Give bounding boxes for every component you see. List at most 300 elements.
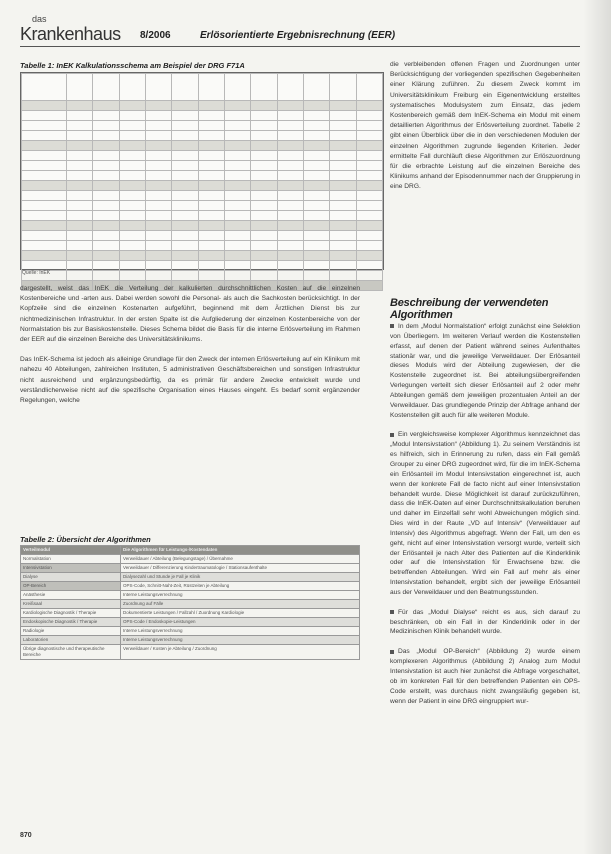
table-cell bbox=[22, 261, 67, 271]
table-cell bbox=[67, 271, 93, 281]
table-cell bbox=[145, 171, 171, 181]
bullet-icon bbox=[390, 610, 394, 614]
table-cell bbox=[93, 231, 119, 241]
table-cell bbox=[93, 111, 119, 121]
table-cell bbox=[22, 221, 67, 231]
table-cell bbox=[356, 141, 382, 151]
table-cell bbox=[198, 201, 224, 211]
table-cell bbox=[145, 121, 171, 131]
table-cell bbox=[224, 141, 250, 151]
table-cell bbox=[22, 171, 67, 181]
table-cell bbox=[303, 101, 329, 111]
table-cell bbox=[22, 111, 67, 121]
table2-cell-key: Kardiologische Diagnostik / Therapie bbox=[21, 609, 121, 618]
right-paragraph-1: die verbleibenden offenen Fragen und Zuordnungen unter Berücksichtigung der vorliegenden spezifischen Gegebenheiten einer Klärung zuführen. Zu diesem Zweck kommt im Universitätsklinikum Freiburg ein Eigenentwicklung erstelltes systematisches Modulsystem zum Einsatz, das jedem Kostenbereich gemäß dem InEK-Schema ein Modul mit einem detaillierten Algorithmus der Erlösverteilung zuordnet. Tabelle 2 gibt einen Überblick über die in den verschiedenen Modulen der einzelnen Algorithmen zugrunde liegenden Kriterien. Jeder ermittelte Fall durchläuft diese Algorithmen zur Erlöszuordnung für die erbrachte Leistung auf die einzelnen Bereiche des Klinikums anhand der Episodennummer nach der Gruppierung in eine DRG. bbox=[390, 61, 580, 191]
table-cell bbox=[119, 121, 145, 131]
table-cell bbox=[145, 131, 171, 141]
table-cell bbox=[172, 251, 198, 261]
table-cell bbox=[93, 251, 119, 261]
table-row bbox=[22, 131, 383, 141]
table-cell bbox=[119, 201, 145, 211]
table-cell bbox=[330, 171, 356, 181]
logo-prefix: das bbox=[32, 14, 47, 24]
table-row bbox=[21, 555, 360, 564]
table-cell bbox=[198, 131, 224, 141]
table-row bbox=[22, 181, 383, 191]
table-cell bbox=[198, 171, 224, 181]
table2-cell-key: Radiologie bbox=[21, 627, 121, 636]
table-cell bbox=[198, 231, 224, 241]
table-cell bbox=[277, 221, 303, 231]
table-cell bbox=[145, 271, 171, 281]
table-cell bbox=[145, 101, 171, 111]
table-cell bbox=[356, 281, 382, 291]
table-cell bbox=[251, 201, 277, 211]
table-cell bbox=[172, 271, 198, 281]
table-cell bbox=[277, 261, 303, 271]
table-cell bbox=[22, 161, 67, 171]
table-cell bbox=[67, 251, 93, 261]
table-row bbox=[21, 591, 360, 600]
table-cell bbox=[93, 171, 119, 181]
table-cell bbox=[330, 191, 356, 201]
table-cell bbox=[277, 151, 303, 161]
table-cell bbox=[356, 201, 382, 211]
table2-cell-value: OPS-Code / Endoskopie-Leistungen bbox=[121, 618, 360, 627]
table-cell bbox=[277, 101, 303, 111]
table-cell bbox=[356, 101, 382, 111]
table-cell bbox=[303, 221, 329, 231]
table2-cell-key: Laboratorien bbox=[21, 636, 121, 645]
running-title: Erlösorientierte Ergebnisrechnung (EER) bbox=[200, 30, 396, 41]
table2-cell-key: Intensivstation bbox=[21, 564, 121, 573]
table-cell bbox=[251, 171, 277, 181]
table-cell bbox=[224, 181, 250, 191]
table-cell bbox=[93, 191, 119, 201]
table-cell bbox=[303, 171, 329, 181]
table-cell bbox=[93, 261, 119, 271]
table-cell bbox=[119, 261, 145, 271]
table-cell bbox=[93, 211, 119, 221]
page-shadow bbox=[583, 0, 611, 854]
table-cell bbox=[303, 131, 329, 141]
table-row bbox=[21, 618, 360, 627]
table2-cell-value: Verweildauer / Abteilung (Belegungstage) / Übernahme bbox=[121, 555, 360, 564]
table-cell bbox=[251, 151, 277, 161]
table-cell bbox=[303, 261, 329, 271]
table-row bbox=[21, 546, 360, 555]
table-cell bbox=[198, 261, 224, 271]
table-cell bbox=[330, 161, 356, 171]
table-row bbox=[21, 582, 360, 591]
table-cell bbox=[67, 261, 93, 271]
table-cell bbox=[251, 131, 277, 141]
table-cell bbox=[93, 74, 119, 101]
table-cell bbox=[172, 181, 198, 191]
table-row bbox=[22, 241, 383, 251]
table-cell bbox=[356, 211, 382, 221]
table-cell bbox=[277, 121, 303, 131]
page-number: 870 bbox=[20, 832, 32, 839]
table-cell bbox=[277, 201, 303, 211]
table-cell bbox=[22, 101, 67, 111]
table-cell bbox=[277, 251, 303, 261]
table-cell bbox=[145, 211, 171, 221]
table-cell bbox=[330, 211, 356, 221]
table-cell bbox=[119, 151, 145, 161]
table-cell bbox=[330, 141, 356, 151]
table-cell bbox=[93, 121, 119, 131]
table-cell bbox=[303, 161, 329, 171]
table-cell bbox=[172, 121, 198, 131]
table-cell bbox=[198, 221, 224, 231]
table-cell bbox=[251, 191, 277, 201]
table-cell bbox=[251, 261, 277, 271]
table-cell bbox=[172, 231, 198, 241]
table-row bbox=[22, 111, 383, 121]
table-cell bbox=[277, 131, 303, 141]
table-cell bbox=[303, 191, 329, 201]
table-cell bbox=[67, 181, 93, 191]
table-cell bbox=[22, 191, 67, 201]
table2-cell-key: Übrige diagnostische und therapeutische Bereiche bbox=[21, 645, 121, 660]
table-cell bbox=[277, 141, 303, 151]
table-row bbox=[21, 564, 360, 573]
table2-cell-value: Interne Leistungsverrechnung bbox=[121, 636, 360, 645]
table-cell bbox=[277, 111, 303, 121]
table-row bbox=[21, 627, 360, 636]
table-cell bbox=[224, 231, 250, 241]
table-cell bbox=[67, 231, 93, 241]
table2-algorithmen bbox=[20, 545, 360, 660]
table-cell bbox=[119, 111, 145, 121]
table-cell bbox=[119, 251, 145, 261]
table-cell bbox=[303, 111, 329, 121]
table-cell bbox=[93, 131, 119, 141]
table-row bbox=[21, 600, 360, 609]
table-cell bbox=[251, 221, 277, 231]
table-cell bbox=[224, 101, 250, 111]
table-cell bbox=[145, 74, 171, 101]
table-cell bbox=[224, 74, 250, 101]
table-cell bbox=[277, 171, 303, 181]
table-cell bbox=[93, 101, 119, 111]
table-cell bbox=[22, 181, 67, 191]
table-cell bbox=[330, 251, 356, 261]
table-cell bbox=[198, 101, 224, 111]
table-cell bbox=[198, 181, 224, 191]
table2-grid bbox=[20, 545, 360, 660]
table-cell bbox=[330, 201, 356, 211]
table2-cell-value: Verweildauer / Differenzierung Kindertraumatologie / Stationsaufenthalte bbox=[121, 564, 360, 573]
table-cell bbox=[172, 141, 198, 151]
table-cell bbox=[22, 211, 67, 221]
table-cell bbox=[172, 211, 198, 221]
table-cell bbox=[277, 231, 303, 241]
table-row bbox=[22, 271, 383, 281]
table-cell bbox=[198, 111, 224, 121]
table-cell bbox=[172, 241, 198, 251]
table-cell bbox=[67, 141, 93, 151]
table1-kalkulationsschema bbox=[20, 72, 384, 270]
table-cell bbox=[172, 161, 198, 171]
table-row bbox=[22, 261, 383, 271]
table-cell bbox=[224, 241, 250, 251]
table-cell bbox=[67, 111, 93, 121]
table-cell bbox=[198, 241, 224, 251]
table-cell bbox=[356, 231, 382, 241]
table-cell bbox=[145, 201, 171, 211]
table-cell bbox=[145, 221, 171, 231]
table-cell bbox=[22, 231, 67, 241]
table-cell bbox=[67, 241, 93, 251]
section-heading: Beschreibung der verwendeten Algorithmen bbox=[390, 297, 549, 321]
table-cell bbox=[67, 221, 93, 231]
table-cell bbox=[303, 231, 329, 241]
table-cell bbox=[119, 161, 145, 171]
table2-cell-value: Verweildauer / Kosten je Abteilung / Zuordnung bbox=[121, 645, 360, 660]
table-cell bbox=[251, 121, 277, 131]
table-cell bbox=[172, 131, 198, 141]
table-cell bbox=[251, 231, 277, 241]
table-cell bbox=[251, 251, 277, 261]
table-cell bbox=[251, 211, 277, 221]
table-cell bbox=[67, 201, 93, 211]
table1-caption: Tabelle 1: InEK Kalkulationsschema am Beispiel der DRG F71A bbox=[20, 61, 245, 70]
table2-cell-key: Kreißsaal bbox=[21, 600, 121, 609]
table-row bbox=[22, 231, 383, 241]
table-cell bbox=[330, 151, 356, 161]
table-cell bbox=[224, 221, 250, 231]
journal-logo: Krankenhaus bbox=[20, 24, 121, 44]
table-cell bbox=[93, 201, 119, 211]
table-row bbox=[21, 609, 360, 618]
table-cell bbox=[330, 221, 356, 231]
table-cell bbox=[22, 251, 67, 261]
table-cell bbox=[67, 74, 93, 101]
table-cell bbox=[251, 181, 277, 191]
table-cell bbox=[251, 111, 277, 121]
bullet-paragraph-2 bbox=[390, 430, 580, 597]
table2-cell-key: Normalstation bbox=[21, 555, 121, 564]
table-cell bbox=[303, 151, 329, 161]
right-column-bottom bbox=[390, 322, 580, 716]
table-cell bbox=[198, 271, 224, 281]
table-cell bbox=[224, 271, 250, 281]
table-cell bbox=[119, 221, 145, 231]
table-cell bbox=[145, 181, 171, 191]
table-cell bbox=[145, 111, 171, 121]
bullet-paragraph-4 bbox=[390, 647, 580, 706]
table-cell bbox=[330, 181, 356, 191]
table-cell bbox=[93, 181, 119, 191]
table-cell bbox=[67, 121, 93, 131]
table-cell bbox=[172, 171, 198, 181]
table-cell bbox=[67, 171, 93, 181]
table-row bbox=[22, 151, 383, 161]
table-cell bbox=[277, 211, 303, 221]
right-column-top bbox=[390, 60, 580, 203]
table-cell bbox=[356, 241, 382, 251]
table-cell bbox=[198, 211, 224, 221]
table-cell bbox=[172, 221, 198, 231]
table2-cell-value: Die Algorithmen für Leistungs-/Kostendaten bbox=[121, 546, 360, 555]
bullet-text: Das „Modul OP-Bereich“ (Abbildung 2) wurde einem komplexeren Algorithmus (Abbildung 2) Analog zum Modul Intensivstation ist auch hier zunächst die Abfrage vorgeschaltet, ob im konkreten Fall für den betreffenden Patienten ein OPS-Code erstellt, was durchaus nicht zwangsläufig gegeben ist, wenn der Patient in eine DRG eingruppiert wur- bbox=[390, 648, 580, 705]
table-cell bbox=[22, 131, 67, 141]
left-paragraph-2: Das InEK-Schema ist jedoch als alleinige Grundlage für den Zweck der internen Erlösverteilung auf ein Klinikum mit nahezu 40 Abteilungen, zahlreichen Instituten, 5 administrativen Geschäftsbereichen und sonstigen Infrastruktur nicht ausreichend und ergänzungsbedürftig, da es primär für andere Zwecke entwickelt wurde und verständlicherweise nicht auf die spezifische Organisation eines Hauses eingeht. Es bedarf somit ergänzender Regelungen, welche bbox=[20, 356, 360, 405]
bullet-icon bbox=[390, 433, 394, 437]
table-cell bbox=[356, 261, 382, 271]
table-cell bbox=[277, 241, 303, 251]
table-cell bbox=[330, 231, 356, 241]
table-cell bbox=[22, 201, 67, 211]
table-row bbox=[22, 121, 383, 131]
table-cell bbox=[356, 251, 382, 261]
table-cell bbox=[93, 221, 119, 231]
table-cell bbox=[172, 111, 198, 121]
table-cell bbox=[172, 261, 198, 271]
table-row bbox=[21, 645, 360, 660]
table-cell bbox=[198, 121, 224, 131]
table-cell bbox=[145, 191, 171, 201]
table-cell bbox=[93, 141, 119, 151]
header-rule bbox=[20, 46, 580, 47]
table-cell bbox=[224, 151, 250, 161]
table-cell bbox=[303, 74, 329, 101]
table2-cell-key: Anästhesie bbox=[21, 591, 121, 600]
table-cell bbox=[303, 211, 329, 221]
table2-cell-value: Zuordnung auf Fälle bbox=[121, 600, 360, 609]
table-cell bbox=[224, 201, 250, 211]
table2-cell-key: Verteilmodul bbox=[21, 546, 121, 555]
table-cell bbox=[22, 141, 67, 151]
table-cell bbox=[172, 101, 198, 111]
table-cell bbox=[67, 151, 93, 161]
table2-cell-value: Interne Leistungsverrechnung bbox=[121, 591, 360, 600]
table-cell bbox=[224, 111, 250, 121]
table-row bbox=[21, 636, 360, 645]
table-cell bbox=[356, 191, 382, 201]
table-cell bbox=[303, 271, 329, 281]
table-cell bbox=[67, 161, 93, 171]
table-cell bbox=[356, 181, 382, 191]
table-cell bbox=[22, 74, 67, 101]
table-cell bbox=[224, 121, 250, 131]
table2-cell-value: OPS-Code, Schnitt-Naht-Zeit, Rüstzeiten je Abteilung bbox=[121, 582, 360, 591]
table-cell bbox=[145, 161, 171, 171]
table-cell bbox=[93, 241, 119, 251]
table-cell bbox=[356, 121, 382, 131]
left-column bbox=[20, 284, 360, 416]
issue-number: 8/2006 bbox=[140, 30, 171, 41]
table-cell bbox=[224, 261, 250, 271]
table-cell bbox=[330, 261, 356, 271]
table-cell bbox=[145, 231, 171, 241]
table-cell bbox=[198, 251, 224, 261]
bullet-text: In dem „Modul Normalstation“ erfolgt zunächst eine Selektion von Überliegern. Im weiteren Verlauf werden die Kostenstellen erfasst, auf denen der Patient während seines Aufenthaltes stationär war, und die jeweilige Verweildauer. Der Erlösanteil dieses Moduls wird der Abteilung zugewiesen, der die Kostenstelle zugeordnet ist. Bei abteilungsübergreifenden Verlegungen verteilt sich dieser Erlösanteil auf 2 oder mehr Abteilungen gemäß dem jeweiligen prozentualen Anteil an der Verweildauer. Das grundlegende Prinzip der Abfrage anhand der Kostenstellen gilt auch für alle weiteren Module. bbox=[390, 323, 580, 419]
table-cell bbox=[303, 181, 329, 191]
bullet-paragraph-1 bbox=[390, 322, 580, 420]
table-cell bbox=[22, 151, 67, 161]
bullet-icon bbox=[390, 650, 394, 654]
table-cell bbox=[251, 101, 277, 111]
table-cell bbox=[67, 131, 93, 141]
table-cell bbox=[356, 171, 382, 181]
table-cell bbox=[172, 151, 198, 161]
table-cell bbox=[251, 74, 277, 101]
table2-cell-value: Interne Leistungsverrechnung bbox=[121, 627, 360, 636]
table-cell bbox=[303, 251, 329, 261]
table-cell bbox=[198, 74, 224, 101]
table-row bbox=[22, 201, 383, 211]
bullet-text: Für das „Modul Dialyse“ reicht es aus, sich darauf zu beschränken, ob ein Fall in der Kinderklinik oder in der Medizinischen Klinik behandelt wurde. bbox=[390, 608, 580, 636]
table-cell bbox=[330, 131, 356, 141]
table-row bbox=[22, 74, 383, 101]
table-cell bbox=[251, 241, 277, 251]
table-cell bbox=[356, 131, 382, 141]
table-cell bbox=[93, 161, 119, 171]
table-cell bbox=[145, 151, 171, 161]
table-cell bbox=[198, 161, 224, 171]
table-cell bbox=[119, 101, 145, 111]
table-row bbox=[22, 211, 383, 221]
table-cell bbox=[119, 241, 145, 251]
table-cell bbox=[119, 74, 145, 101]
table-cell bbox=[119, 271, 145, 281]
table-cell bbox=[145, 241, 171, 251]
table-cell bbox=[119, 131, 145, 141]
table-cell bbox=[356, 161, 382, 171]
table-cell bbox=[303, 241, 329, 251]
table-cell bbox=[277, 191, 303, 201]
table-cell bbox=[330, 121, 356, 131]
table-cell bbox=[224, 191, 250, 201]
table-cell bbox=[119, 231, 145, 241]
table-cell bbox=[93, 271, 119, 281]
table-row bbox=[22, 171, 383, 181]
table-cell bbox=[67, 191, 93, 201]
table1-grid bbox=[21, 73, 383, 291]
table-row bbox=[22, 191, 383, 201]
table-cell bbox=[198, 141, 224, 151]
table-cell bbox=[22, 121, 67, 131]
table-cell bbox=[356, 221, 382, 231]
table-cell bbox=[277, 74, 303, 101]
bullet-paragraph-3 bbox=[390, 608, 580, 638]
table-cell bbox=[198, 151, 224, 161]
table-cell bbox=[356, 271, 382, 281]
bullet-text: Ein vergleichsweise komplexer Algorithmus kennzeichnet das „Modul Intensivstation“ (Abbildung 1). Zu seinem Verständnis ist es hilfreich, sich in Erinnerung zu rufen, dass ein Fall gemäß Grouper zu einer DRG zugeordnet wird, für die im InEK-Schema ein Erlösanteil im Modul Intensivstation eingerechnet ist, auch wenn der konkrete Fall de facto nicht auf einer Intensivstation behandelt wurde. Diese Möglichkeit ist darauf zurückzuführen, dass die InEK-Daten auf einer Durchschnittskalkulation beruhen und daher im Einzelfall sehr wohl Abweichungen möglich sind. Dies wird in der Raute „VD auf Intensiv“ (Verweildauer auf Intensiv) des Algorithmus abgefragt. Wenn der Fall, um den es geht, nicht auf einer Intensivstation versorgt wurde, verteilt sich der Erlösanteil je nach Alter des Patienten auf die Kinderklinik oder auf die Intensivstation für Erwachsene bzw. die betreffenden Abteilungen. Wird ein Fall auf mehr als einer Intensivstation behandelt, ergibt sich der jeweilige Erlösanteil aus der Verweildauer und den Beatmungsstunden. bbox=[390, 431, 580, 596]
table-cell bbox=[251, 161, 277, 171]
table-cell bbox=[93, 151, 119, 161]
table-cell bbox=[119, 191, 145, 201]
table-cell bbox=[119, 141, 145, 151]
table2-cell-value: Dokumentierte Leistungen / Fallzahl / Zuordnung Kardiologie bbox=[121, 609, 360, 618]
table-cell bbox=[172, 201, 198, 211]
table1-source: Quelle: InEK bbox=[22, 270, 51, 276]
table-cell bbox=[119, 211, 145, 221]
table2-caption: Tabelle 2: Übersicht der Algorithmen bbox=[20, 535, 151, 544]
table-cell bbox=[224, 131, 250, 141]
table-cell bbox=[145, 141, 171, 151]
table-cell bbox=[172, 74, 198, 101]
table-cell bbox=[330, 241, 356, 251]
table-cell bbox=[224, 211, 250, 221]
table-row bbox=[22, 221, 383, 231]
table-cell bbox=[330, 111, 356, 121]
table-cell bbox=[303, 121, 329, 131]
table-row bbox=[22, 141, 383, 151]
